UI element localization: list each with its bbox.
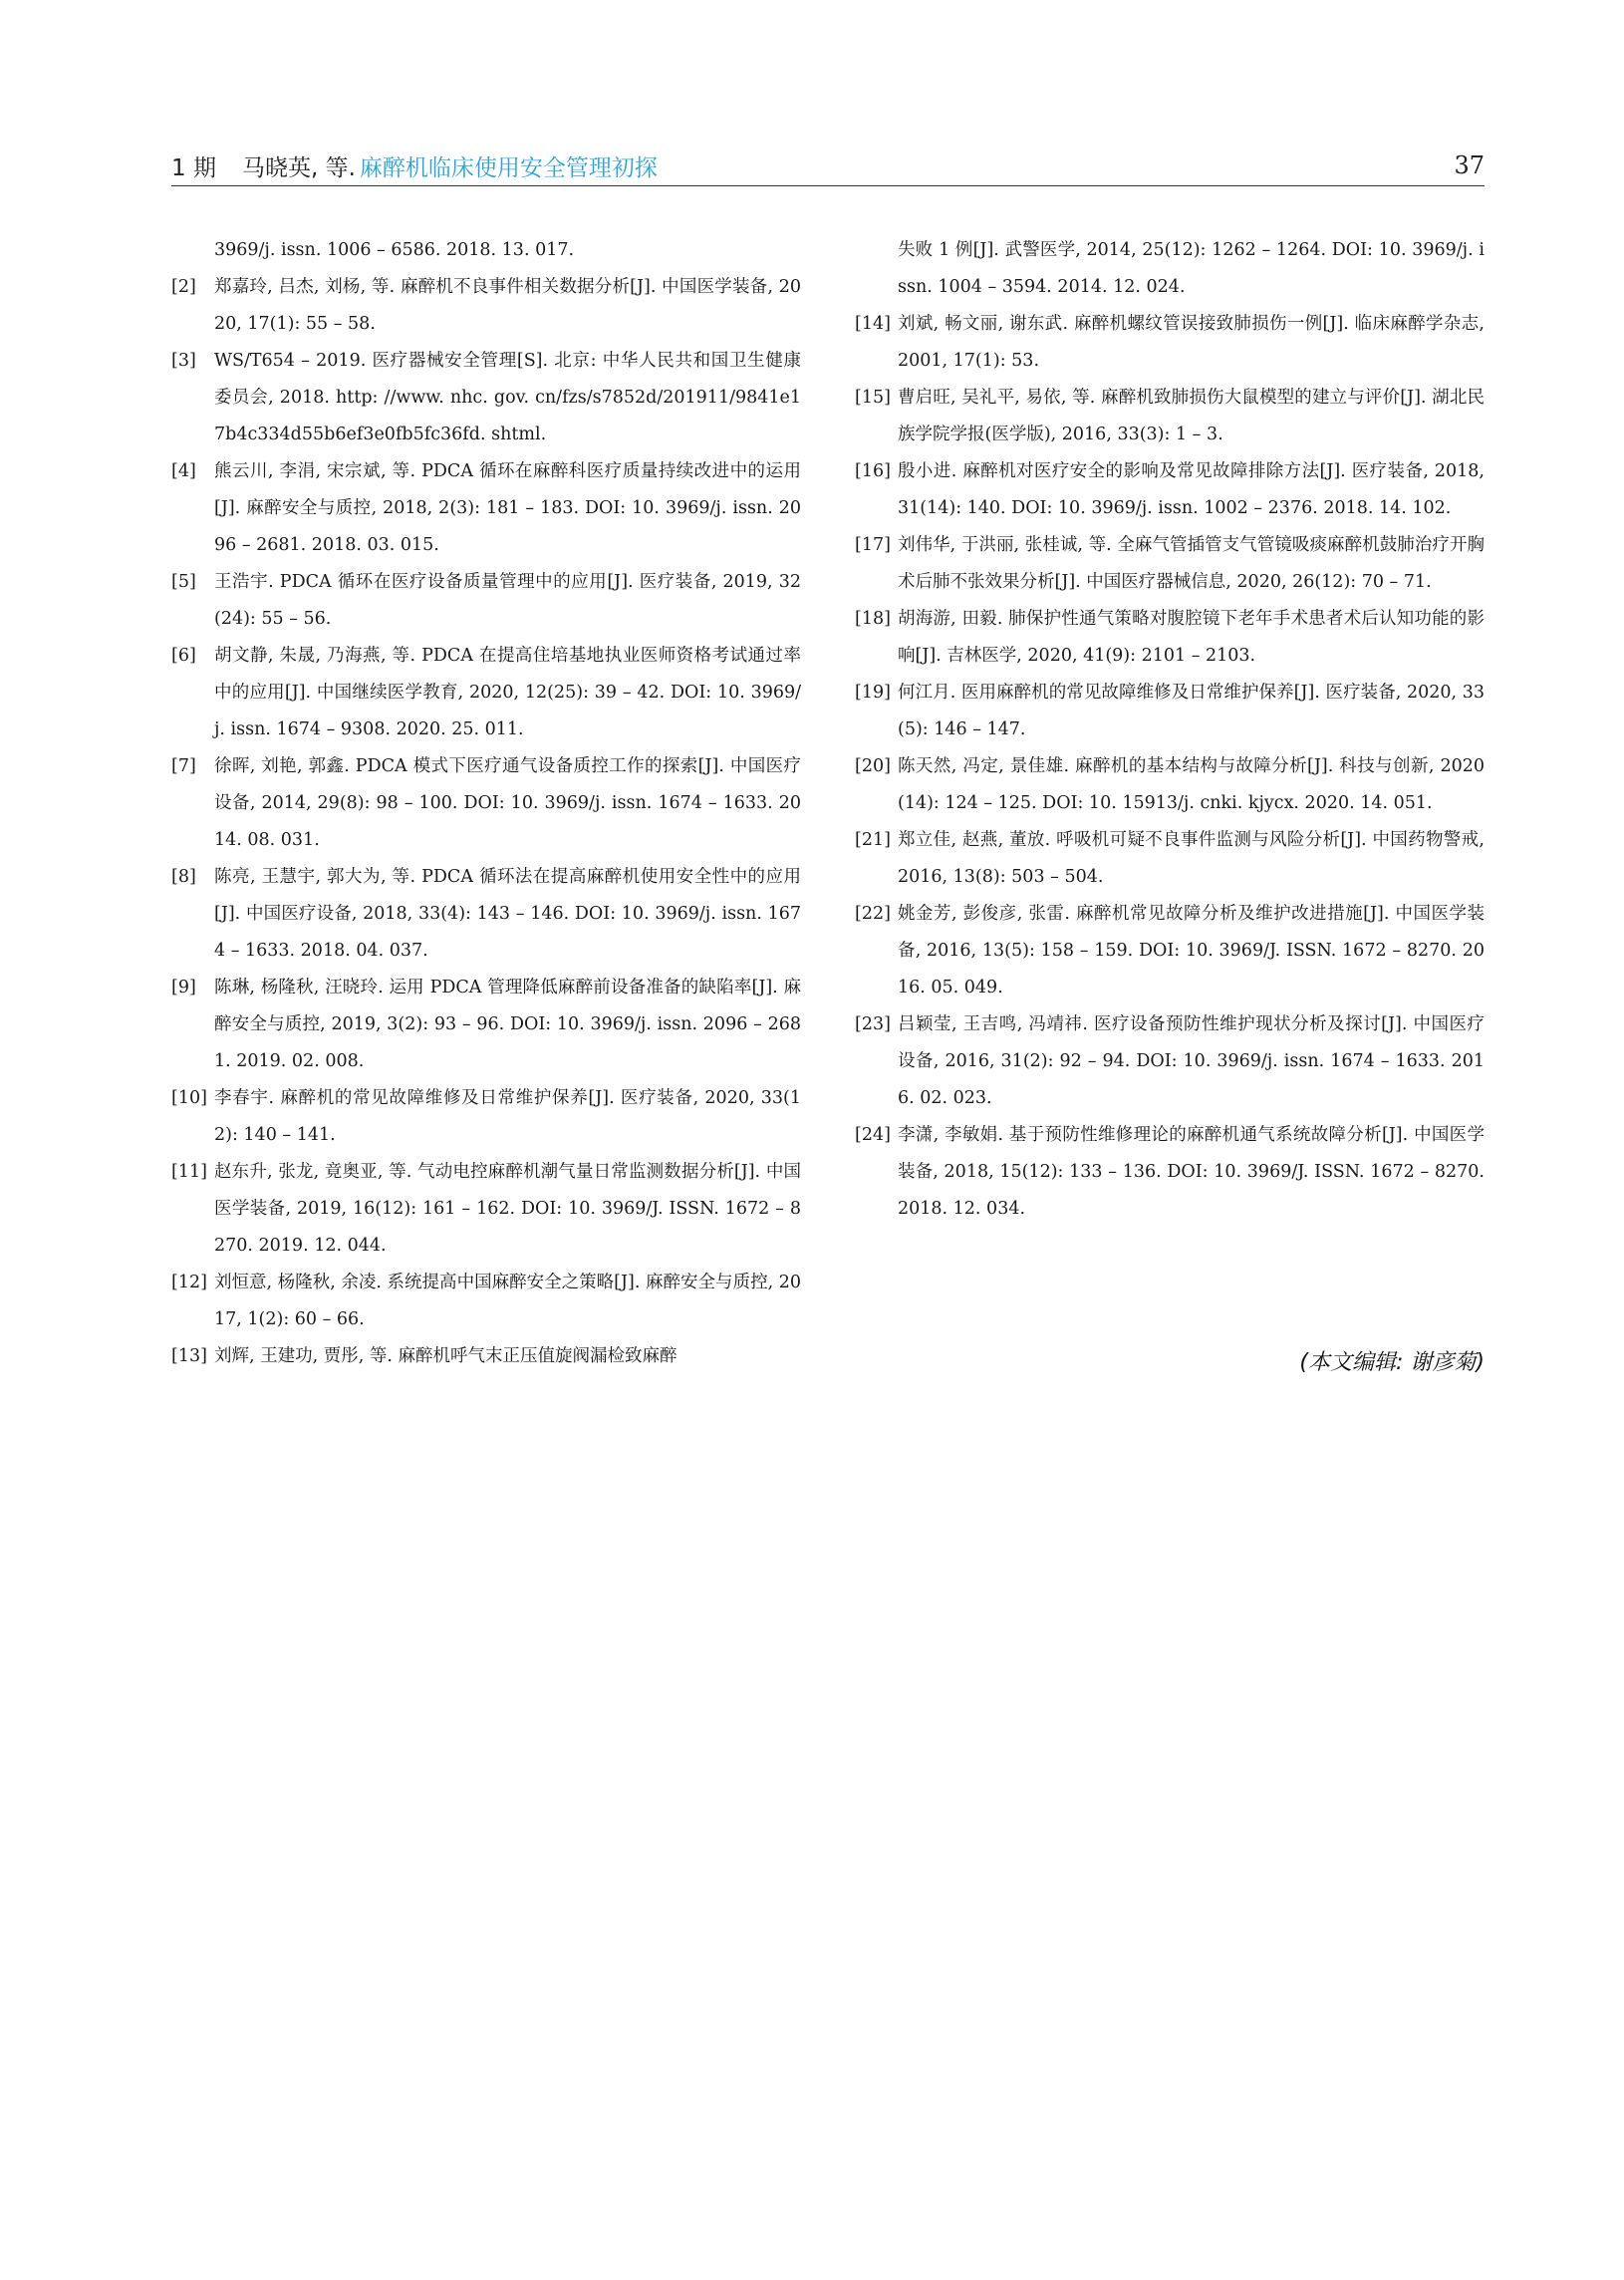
reference-text: 李春宇. 麻醉机的常见故障维修及日常维护保养[J]. 医疗装备, 2020, 33(12): 140 – 141. — [214, 1088, 801, 1145]
reference-number: [10] — [171, 1088, 207, 1108]
reference-text: 殷小进. 麻醉机对医疗安全的影响及常见故障排除方法[J]. 医疗装备, 2018, 31(14): 140. DOI: 10. 3969/j. issn. 1002 – 2376. 2018. 14. 102. — [898, 461, 1485, 518]
reference-number: [2] — [171, 277, 196, 297]
reference-number: [3] — [171, 351, 196, 371]
reference-text: 刘斌, 畅文丽, 谢东武. 麻醉机螺纹管误接致肺损伤一例[J]. 临床麻醉学杂志, 2001, 17(1): 53. — [898, 314, 1485, 371]
reference-text: 陈琳, 杨隆秋, 汪晓玲. 运用 PDCA 管理降低麻醉前设备准备的缺陷率[J]. 麻醉安全与质控, 2019, 3(2): 93 – 96. DOI: 10. 3969/j. issn. 2096 – 2681. 2019. 02. 008. — [214, 978, 801, 1071]
reference-number: [21] — [855, 830, 891, 850]
reference-number: [24] — [855, 1125, 891, 1145]
reference-number: [7] — [171, 756, 196, 776]
reference-text: 吕颖莹, 王吉鸣, 冯靖祎. 医疗设备预防性维护现状分析及探讨[J]. 中国医疗设备, 2016, 31(2): 92 – 94. DOI: 10. 3969/j. issn. 1674 – 1633. 2016. 02. 023. — [898, 1014, 1485, 1108]
reference-text: 赵东升, 张龙, 竟奥亚, 等. 气动电控麻醉机潮气量日常监测数据分析[J]. 中国医学装备, 2019, 16(12): 161 – 162. DOI: 10. 3969/J. ISSN. 1672 – 8270. 2019. 12. 044. — [214, 1162, 801, 1256]
reference-text: 3969/j. issn. 1006 – 6586. 2018. 13. 017. — [214, 240, 575, 260]
reference-text: 王浩宇. PDCA 循环在医疗设备质量管理中的应用[J]. 医疗装备, 2019, 32(24): 55 – 56. — [214, 572, 801, 629]
reference-number: [15] — [855, 388, 891, 408]
reference-item — [171, 343, 801, 453]
reference-text: 郑嘉玲, 吕杰, 刘杨, 等. 麻醉机不良事件相关数据分析[J]. 中国医学装备, 2020, 17(1): 55 – 58. — [214, 277, 801, 334]
reference-text: 陈亮, 王慧宇, 郭大为, 等. PDCA 循环法在提高麻醉机使用安全性中的应用[J]. 中国医疗设备, 2018, 33(4): 143 – 146. DOI: 10. 3969/j. issn. 1674 – 1633. 2018. 04. 037. — [214, 867, 801, 961]
reference-item — [171, 232, 801, 269]
header-divider — [171, 185, 1485, 186]
references-left-column — [171, 232, 801, 1375]
reference-number: [19] — [855, 683, 891, 703]
reference-item — [171, 970, 801, 1080]
reference-number: [5] — [171, 572, 196, 592]
reference-text: 李潇, 李敏娟. 基于预防性维修理论的麻醉机通气系统故障分析[J]. 中国医学装备, 2018, 15(12): 133 – 136. DOI: 10. 3969/J. ISSN. 1672 – 8270. 2018. 12. 034. — [898, 1125, 1485, 1219]
header-authors: 马晓英, 等. — [241, 154, 356, 181]
reference-item — [171, 453, 801, 564]
header-article-title: 麻醉机临床使用安全管理初探 — [359, 154, 658, 181]
reference-text: 胡海游, 田毅. 肺保护性通气策略对腹腔镜下老年手术患者术后认知功能的影响[J]. 吉林医学, 2020, 41(9): 2101 – 2103. — [898, 609, 1485, 666]
reference-text: 刘辉, 王建功, 贾彤, 等. 麻醉机呼气末正压值旋阀漏检致麻醉 — [214, 1346, 677, 1366]
reference-number: [16] — [855, 461, 891, 481]
reference-text: 刘恒意, 杨隆秋, 余凌. 系统提高中国麻醉安全之策略[J]. 麻醉安全与质控, 2017, 1(2): 60 – 66. — [214, 1273, 801, 1329]
reference-number: [8] — [171, 867, 196, 887]
editor-note: (本文编辑: 谢彦菊) — [1299, 1350, 1485, 1375]
reference-item — [855, 232, 1485, 306]
reference-item — [171, 1338, 801, 1375]
reference-text: 陈天然, 冯定, 景佳雄. 麻醉机的基本结构与故障分析[J]. 科技与创新, 2020(14): 124 – 125. DOI: 10. 15913/j. cnki. kjycx. 2020. 14. 051. — [898, 756, 1485, 813]
reference-text: 熊云川, 李涓, 宋宗斌, 等. PDCA 循环在麻醉科医疗质量持续改进中的运用[J]. 麻醉安全与质控, 2018, 2(3): 181 – 183. DOI: 10. 3969/j. issn. 2096 – 2681. 2018. 03. 015. — [214, 461, 801, 555]
reference-text: 曹启旺, 吴礼平, 易依, 等. 麻醉机致肺损伤大鼠模型的建立与评价[J]. 湖北民族学院学报(医学版), 2016, 33(3): 1 – 3. — [898, 388, 1485, 444]
reference-item — [855, 527, 1485, 601]
reference-number: [12] — [171, 1273, 207, 1292]
reference-item — [855, 1117, 1485, 1228]
reference-text: 徐晖, 刘艳, 郭鑫. PDCA 模式下医疗通气设备质控工作的探索[J]. 中国医疗设备, 2014, 29(8): 98 – 100. DOI: 10. 3969/j. issn. 1674 – 1633. 2014. 08. 031. — [214, 756, 801, 850]
reference-number: [4] — [171, 461, 196, 481]
reference-item — [855, 453, 1485, 527]
reference-item — [855, 822, 1485, 896]
reference-number: [20] — [855, 756, 891, 776]
reference-item — [171, 748, 801, 859]
reference-number: [11] — [171, 1162, 207, 1182]
reference-number: [18] — [855, 609, 891, 629]
reference-number: [6] — [171, 646, 196, 666]
reference-item — [171, 1265, 801, 1338]
reference-text: 失败 1 例[J]. 武警医学, 2014, 25(12): 1262 – 1264. DOI: 10. 3969/j. issn. 1004 – 3594. 2014. 12. 024. — [898, 240, 1485, 297]
page-number: 37 — [1454, 151, 1485, 179]
reference-item — [855, 675, 1485, 748]
reference-item — [855, 601, 1485, 675]
reference-text: 姚金芳, 彭俊彦, 张雷. 麻醉机常见故障分析及维护改进措施[J]. 中国医学装备, 2016, 13(5): 158 – 159. DOI: 10. 3969/J. ISSN. 1672 – 8270. 2016. 05. 049. — [898, 904, 1485, 998]
reference-item — [171, 1154, 801, 1265]
reference-number: [17] — [855, 535, 891, 555]
reference-item — [855, 380, 1485, 453]
reference-text: WS/T654 – 2019. 医疗器械安全管理[S]. 北京: 中华人民共和国卫生健康委员会, 2018. http: //www. nhc. gov. cn/fzs/s7852d/201911/9841e17b4c334d55b6ef3e0fb5fc36fd. shtml. — [214, 351, 801, 444]
reference-item — [855, 1006, 1485, 1117]
issue-label: 1 期 — [171, 154, 216, 181]
reference-number: [9] — [171, 978, 196, 998]
reference-text: 何江月. 医用麻醉机的常见故障维修及日常维护保养[J]. 医疗装备, 2020, 33(5): 146 – 147. — [898, 683, 1485, 739]
reference-text: 郑立佳, 赵燕, 董放. 呼吸机可疑不良事件监测与风险分析[J]. 中国药物警戒, 2016, 13(8): 503 – 504. — [898, 830, 1485, 887]
reference-number: [22] — [855, 904, 891, 924]
reference-item — [171, 1080, 801, 1154]
reference-item — [855, 748, 1485, 822]
reference-text: 胡文静, 朱晟, 乃海燕, 等. PDCA 在提高住培基地执业医师资格考试通过率中的应用[J]. 中国继续医学教育, 2020, 12(25): 39 – 42. DOI: 10. 3969/j. issn. 1674 – 9308. 2020. 25. 011. — [214, 646, 801, 739]
reference-item — [855, 896, 1485, 1006]
reference-number: [13] — [171, 1346, 207, 1366]
reference-item — [855, 306, 1485, 380]
reference-item — [171, 859, 801, 970]
reference-item — [171, 638, 801, 748]
reference-text: 刘伟华, 于洪丽, 张桂诚, 等. 全麻气管插管支气管镜吸痰麻醉机鼓肺治疗开胸术后肺不张效果分析[J]. 中国医疗器械信息, 2020, 26(12): 70 – 71. — [898, 535, 1485, 592]
reference-item — [171, 564, 801, 638]
running-header — [171, 147, 1485, 183]
reference-item — [171, 269, 801, 343]
references-right-column — [855, 232, 1485, 1228]
reference-number: [14] — [855, 314, 891, 334]
reference-number: [23] — [855, 1014, 891, 1034]
